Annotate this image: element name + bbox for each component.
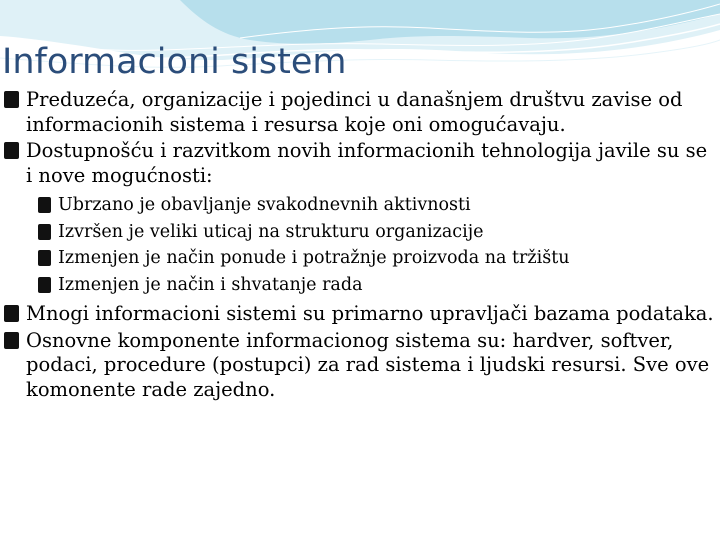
bullet-box-icon (38, 277, 51, 293)
bullet-text: Dostupnošću i razvitkom novih informacionih tehnologija javile su se i nove mogućnosti: (26, 139, 708, 187)
sub-bullet-item (0, 272, 715, 299)
sub-bullet-item (0, 192, 715, 219)
sub-bullet-text: Izvršen je veliki uticaj na strukturu organizacije (58, 221, 484, 242)
slide-title: Informacioni sistem (2, 42, 347, 82)
bullet-item (0, 139, 715, 188)
bullet-box-icon (4, 332, 19, 349)
bullet-box-icon (38, 197, 51, 213)
bullet-box-icon (38, 224, 51, 240)
bullet-text: Osnovne komponente informacionog sistema su: hardver, softver, podaci, procedure (postupci) za rad sistema i ljudski resursi. Sve ove komonente rade zajedno. (26, 328, 710, 401)
sub-bullet-item (0, 245, 715, 272)
sub-bullet-text: Izmenjen je način i shvatanje rada (58, 274, 363, 295)
bullet-box-icon (4, 91, 19, 108)
sub-bullet-text: Izmenjen je način ponude i potražnje proizvoda na tržištu (58, 248, 570, 268)
bullet-box-icon (4, 305, 19, 322)
bullet-box-icon (38, 250, 51, 266)
bullet-item (0, 329, 715, 403)
bullet-text: Preduzeća, organizacije i pojedinci u današnjem društvu zavise od informacionih sistema i resursa koje oni omogućavaju. (26, 88, 683, 136)
sub-bullet-list (0, 192, 715, 298)
slide-body (0, 88, 715, 404)
bullet-text: Mnogi informacioni sistemi su primarno upravljači bazama podataka. (26, 302, 714, 325)
bullet-item (0, 88, 715, 137)
sub-bullet-item (0, 219, 715, 246)
bullet-item (0, 302, 715, 327)
bullet-box-icon (4, 142, 19, 159)
sub-bullet-text: Ubrzano je obavljanje svakodnevnih aktivnosti (58, 195, 471, 215)
